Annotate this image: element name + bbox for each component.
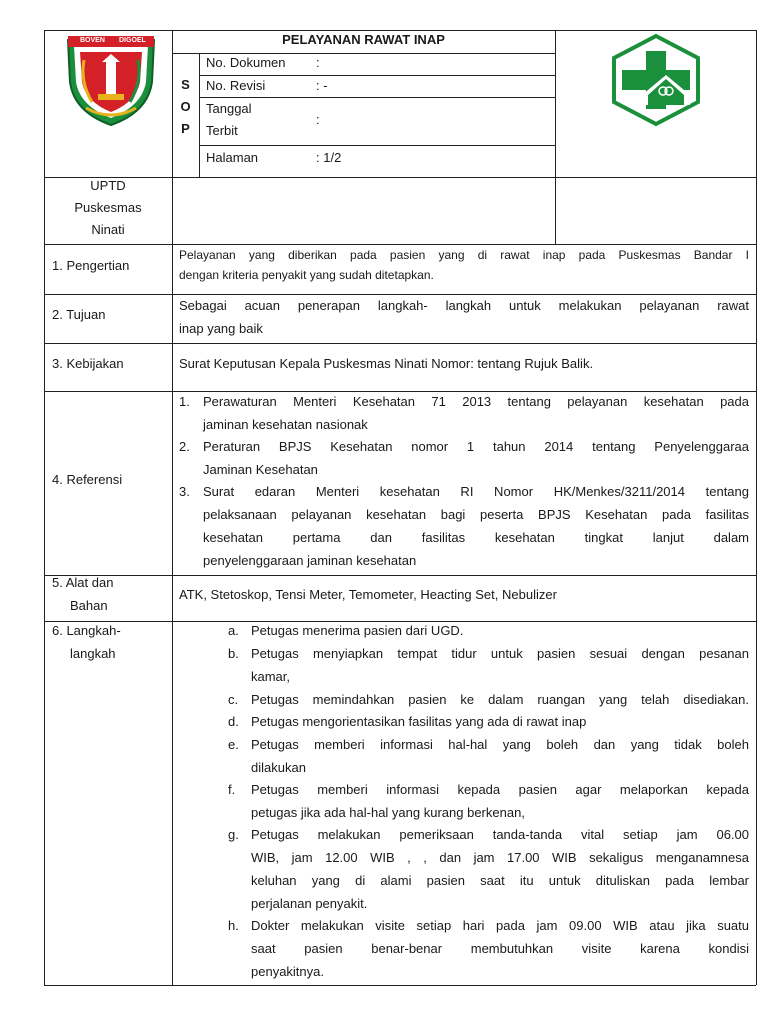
section-label-alat-1: 5. Alat dan (52, 575, 114, 590)
field-label-halaman: Halaman (206, 150, 259, 165)
org-line-uptd: UPTD (90, 178, 126, 193)
org-line-ninati: Ninati (91, 222, 125, 237)
alat-text: ATK, Stetoskop, Tensi Meter, Temometer, Heacting Set, Nebulizer (179, 587, 557, 602)
langkah-c-line-1: Petugas memindahkan pasien ke dalam ruangan yang telah disediakan. (251, 692, 749, 707)
langkah-a-line-1: Petugas menerima pasien dari UGD. (251, 623, 464, 638)
field-value-no-revisi: : - (316, 78, 328, 93)
field-label-no-revisi: No. Revisi (206, 78, 266, 93)
langkah-h-line-2: saat pasien benar-benar membutuhkan visite karena kondisi (251, 941, 749, 956)
langkah-b-line-1: Petugas menyiapkan tempat tidur untuk pasien sesuai dengan pesanan (251, 646, 749, 661)
langkah-f-line-2: petugas jika ada hal-hal yang kurang berkenan, (251, 805, 525, 820)
langkah-marker-e: e. (228, 737, 239, 752)
field-value-halaman: : 1/2 (316, 150, 342, 165)
referensi-1-line-2: jaminan kesehatan nasionak (203, 417, 368, 432)
field-value-tanggal-terbit: : (316, 112, 320, 127)
langkah-marker-h: h. (228, 918, 239, 933)
pengertian-text (179, 245, 749, 285)
referensi-3-line-3: kesehatan pertama dan fasilitas kesehatan tingkat lanjut dalam (203, 530, 749, 545)
section-label-langkah-2: langkah (70, 646, 116, 661)
langkah-g-line-1: Petugas melakukan pemeriksaan tanda-tanda vital setiap jam 06.00 (251, 827, 749, 842)
field-label-no-dokumen: No. Dokumen (206, 55, 286, 70)
document-title: PELAYANAN RAWAT INAP (282, 32, 445, 47)
langkah-g-line-3: keluhan yang di alami pasien saat itu untuk dituliskan pada lembar (251, 873, 749, 888)
section-label-pengertian: 1. Pengertian (52, 258, 130, 273)
kebijakan-text: Surat Keputusan Kepala Puskesmas Ninati Nomor: tentang Rujuk Balik. (179, 356, 594, 371)
langkah-marker-c: c. (228, 692, 239, 707)
referensi-3-line-4: penyelenggaraan jaminan kesehatan (203, 553, 417, 568)
pengertian-line-1: Pelayanan yang diberikan pada pasien yang di rawat inap pada Puskesmas Bandar I (179, 248, 749, 262)
tujuan-line-1: Sebagai acuan penerapan langkah- langkah untuk melakukan pelayanan rawat (179, 298, 749, 313)
langkah-d-line-1: Petugas mengorientasikan fasilitas yang ada di rawat inap (251, 714, 587, 729)
langkah-marker-f: f. (228, 782, 236, 797)
langkah-marker-g: g. (228, 827, 239, 842)
field-label-terbit: Terbit (206, 123, 238, 138)
referensi-1-line-1: Perawaturan Menteri Kesehatan 71 2013 tentang pelayanan kesehatan pada (203, 394, 749, 409)
referensi-marker-3: 3. (179, 484, 190, 499)
referensi-marker-2: 2. (179, 439, 190, 454)
pengertian-line-2: dengan kriteria penyakit yang sudah ditetapkan. (179, 268, 434, 282)
sop-letter-o: O (180, 99, 191, 114)
section-label-alat-2: Bahan (70, 598, 108, 613)
langkah-h-line-3: penyakitnya. (251, 964, 324, 979)
sop-letter-p: P (181, 121, 190, 136)
langkah-marker-a: a. (228, 623, 239, 638)
field-label-tanggal: Tanggal (206, 101, 252, 116)
langkah-f-line-1: Petugas memberi informasi kepada pasien agar melaporkan kepada (251, 782, 749, 797)
sop-letter-s: S (181, 77, 190, 92)
section-label-tujuan: 2. Tujuan (52, 307, 106, 322)
regency-logo (62, 32, 160, 128)
org-line-puskesmas: Puskesmas (74, 200, 142, 215)
referensi-marker-1: 1. (179, 394, 190, 409)
section-label-langkah-1: 6. Langkah- (52, 623, 121, 638)
puskesmas-logo (608, 33, 704, 127)
langkah-e-line-1: Petugas memberi informasi hal-hal yang boleh dan yang tidak boleh (251, 737, 749, 752)
referensi-2-line-2: Jaminan Kesehatan (203, 462, 318, 477)
referensi-3-line-1: Surat edaran Menteri kesehatan RI Nomor HK/Menkes/3211/2014 tentang (203, 484, 749, 499)
langkah-marker-b: b. (228, 646, 239, 661)
referensi-2-line-1: Peraturan BPJS Kesehatan nomor 1 tahun 2014 tentang Penyelenggaraa (203, 439, 749, 454)
tujuan-line-2: inap yang baik (179, 321, 263, 336)
section-label-referensi: 4. Referensi (52, 472, 123, 487)
section-label-kebijakan: 3. Kebijakan (52, 356, 124, 371)
logo-text-boven: BOVEN (80, 37, 105, 44)
langkah-g-line-2: WIB, jam 12.00 WIB , , dan jam 17.00 WIB sekaligus menganamnesa (251, 850, 749, 865)
langkah-e-line-2: dilakukan (251, 760, 306, 775)
langkah-g-line-4: perjalanan penyakit. (251, 896, 368, 911)
langkah-b-line-2: kamar, (251, 669, 291, 684)
langkah-h-line-1: Dokter melakukan visite setiap hari pada jam 09.00 WIB atau jika suatu (251, 918, 749, 933)
logo-text-digoel: DIGOEL (119, 37, 146, 44)
field-value-no-dokumen: : (316, 55, 320, 70)
tujuan-text (179, 294, 749, 340)
referensi-3-line-2: pelaksanaan pelayanan kesehatan bagi peserta BPJS Kesehatan pada fasilitas (203, 507, 749, 522)
langkah-marker-d: d. (228, 714, 239, 729)
